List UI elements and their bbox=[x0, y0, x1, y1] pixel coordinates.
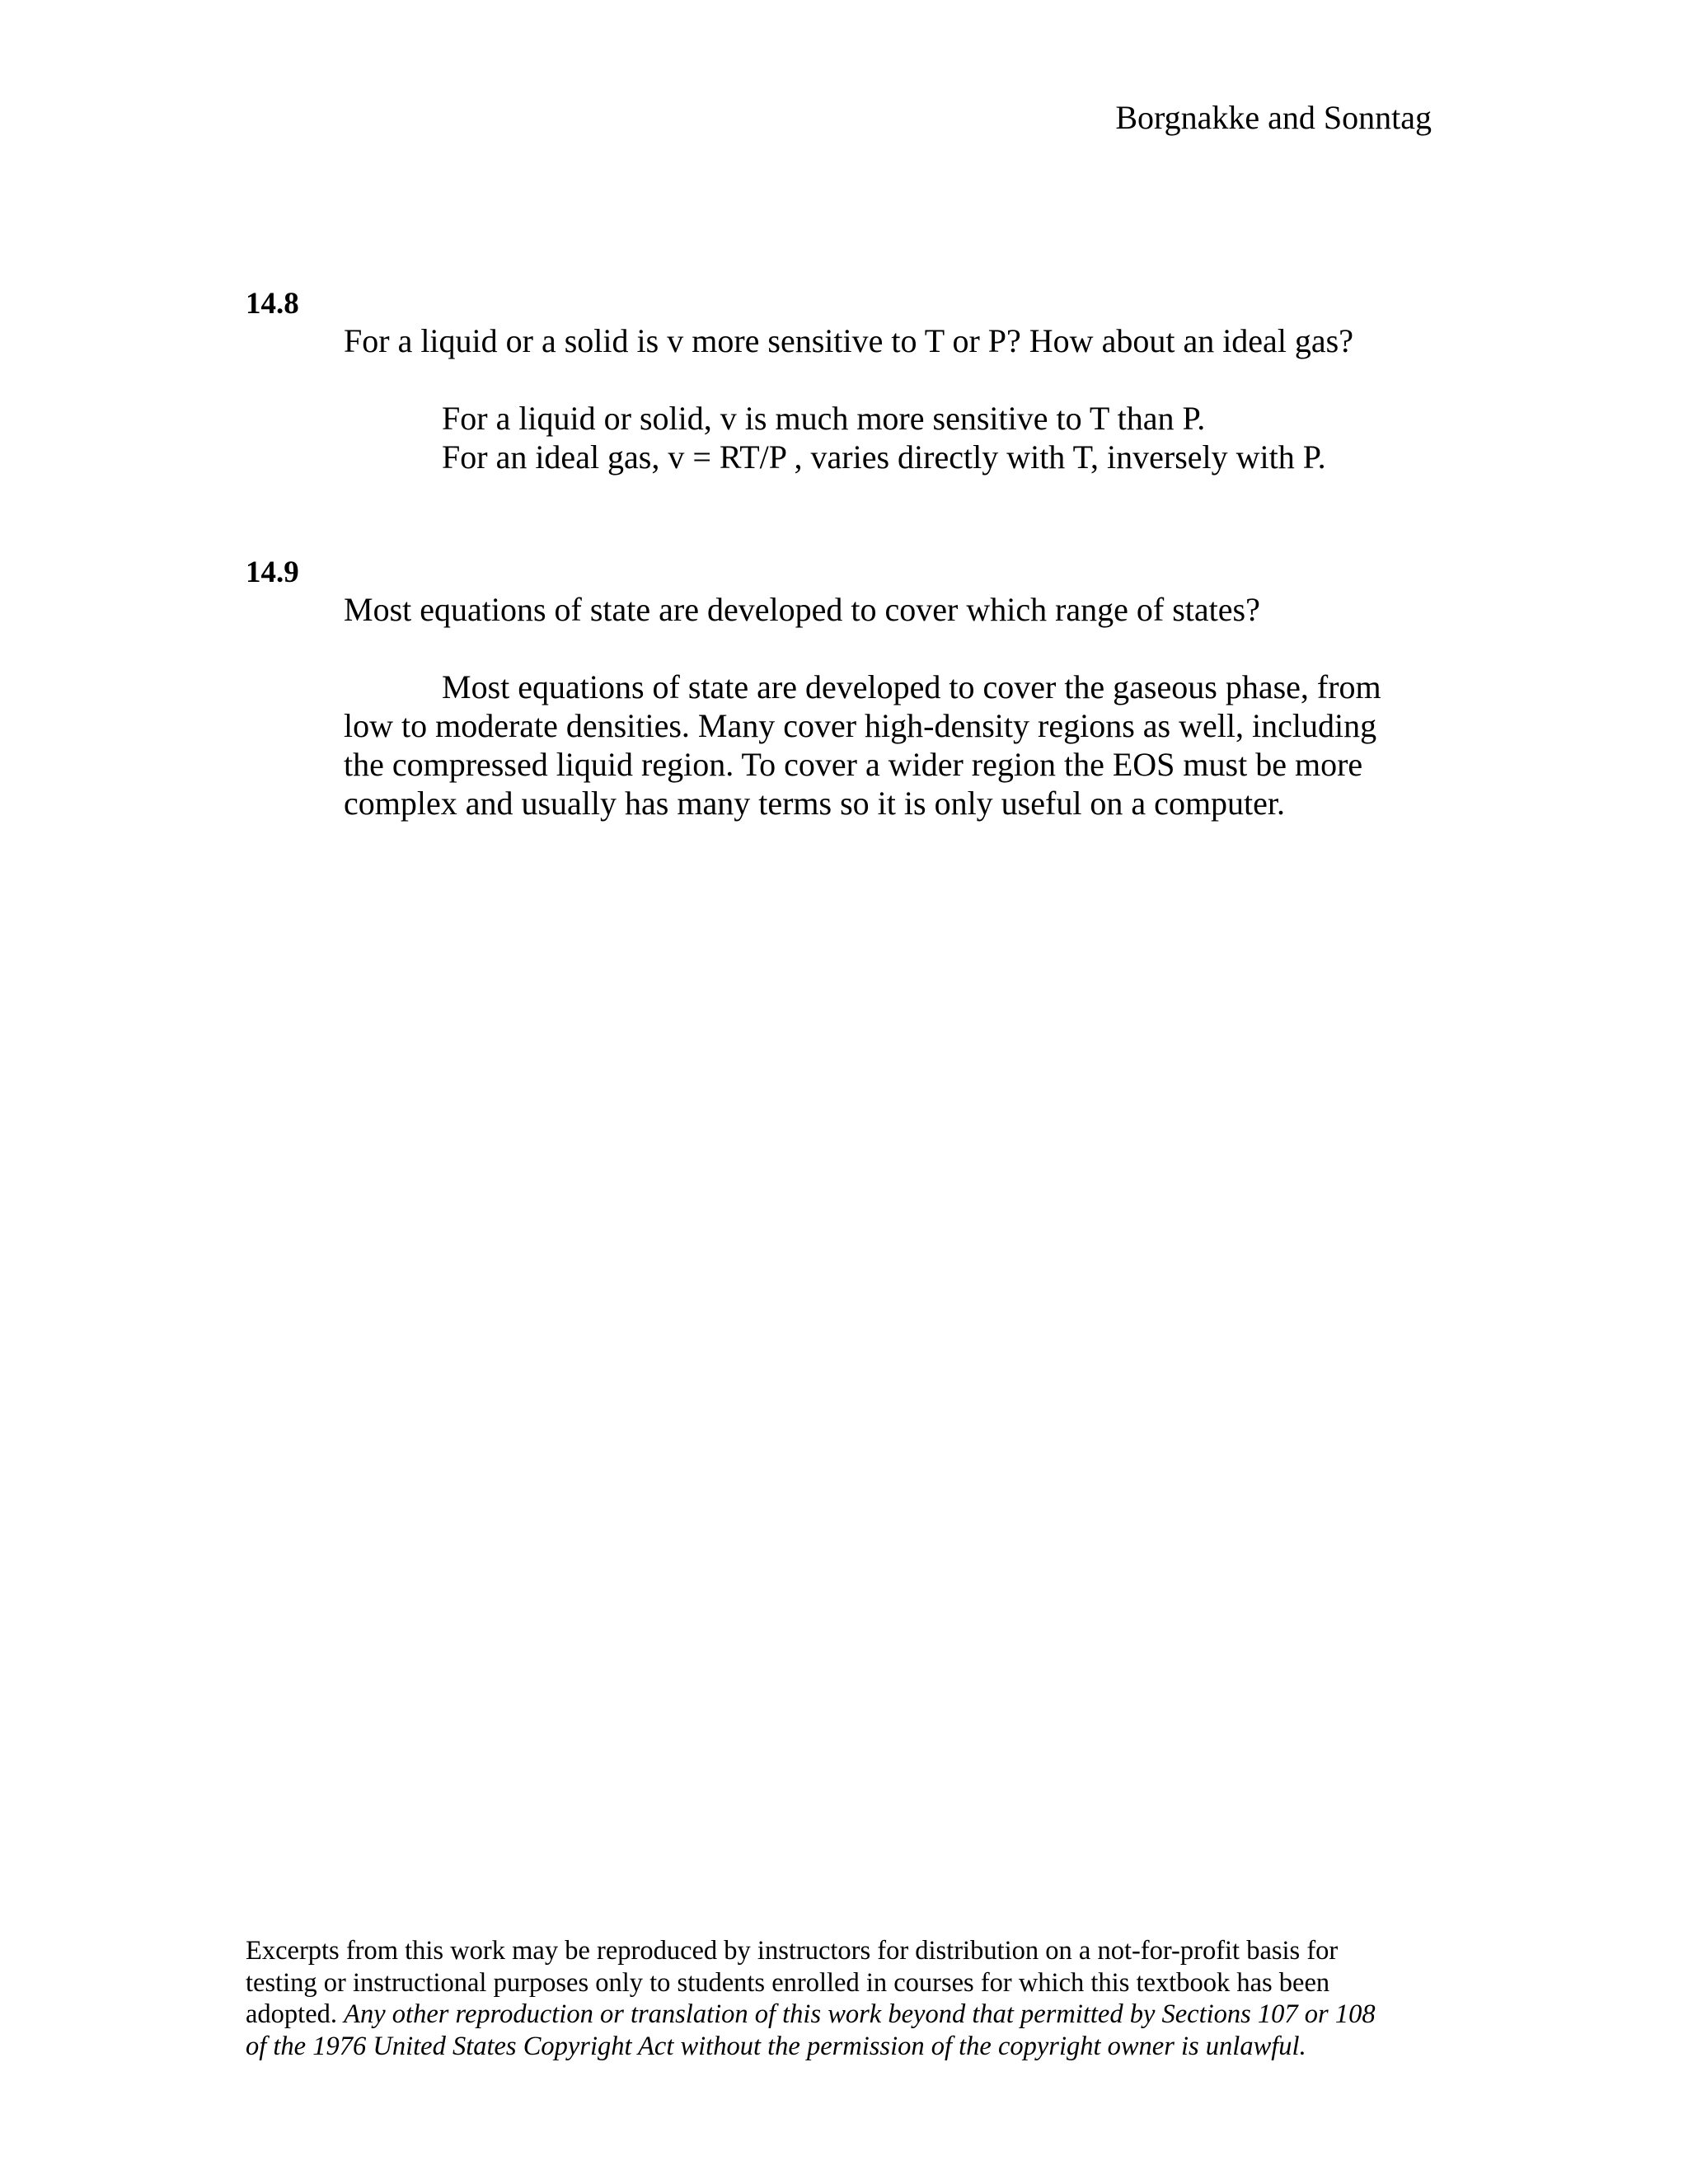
answer-line: For a liquid or solid, v is much more sensitive to T than P. bbox=[442, 400, 1206, 437]
footer-line bbox=[246, 1999, 1449, 2031]
answer-line: Most equations of state are developed to cover the gaseous phase, from bbox=[442, 668, 1381, 705]
answer-line: complex and usually has many terms so it is only useful on a computer. bbox=[344, 785, 1286, 822]
footer-text: adopted. bbox=[246, 1999, 345, 2029]
footer-line: Excerpts from this work may be reproduced by instructors for distribution on a not-for-profit basis for bbox=[246, 1936, 1339, 1966]
footer-italic-text: Any other reproduction or translation of this work beyond that permitted by Sections 107 or 108 bbox=[344, 1999, 1376, 2029]
answer-paragraph bbox=[344, 668, 1440, 823]
footer-italic-line: of the 1976 United States Copyright Act without the permission of the copyright owner is unlawful. bbox=[246, 2031, 1306, 2061]
problem-number: 14.8 bbox=[246, 287, 299, 321]
page-header-author: Borgnakke and Sonntag bbox=[1115, 99, 1432, 136]
footer-line: testing or instructional purposes only to students enrolled in courses for which this textbook has been bbox=[246, 1967, 1330, 1998]
copyright-footer bbox=[246, 1935, 1449, 2062]
problem-number: 14.9 bbox=[246, 555, 299, 589]
answer-line: the compressed liquid region. To cover a wider region the EOS must be more bbox=[344, 746, 1363, 783]
answer-line: For an ideal gas, v = RT/P , varies directly with T, inversely with P. bbox=[442, 438, 1326, 476]
problem-question: Most equations of state are developed to cover which range of states? bbox=[344, 591, 1260, 628]
problem-question: For a liquid or a solid is v more sensitive to T or P? How about an ideal gas? bbox=[344, 322, 1353, 359]
answer-line: low to moderate densities. Many cover high-density regions as well, including bbox=[344, 707, 1377, 744]
